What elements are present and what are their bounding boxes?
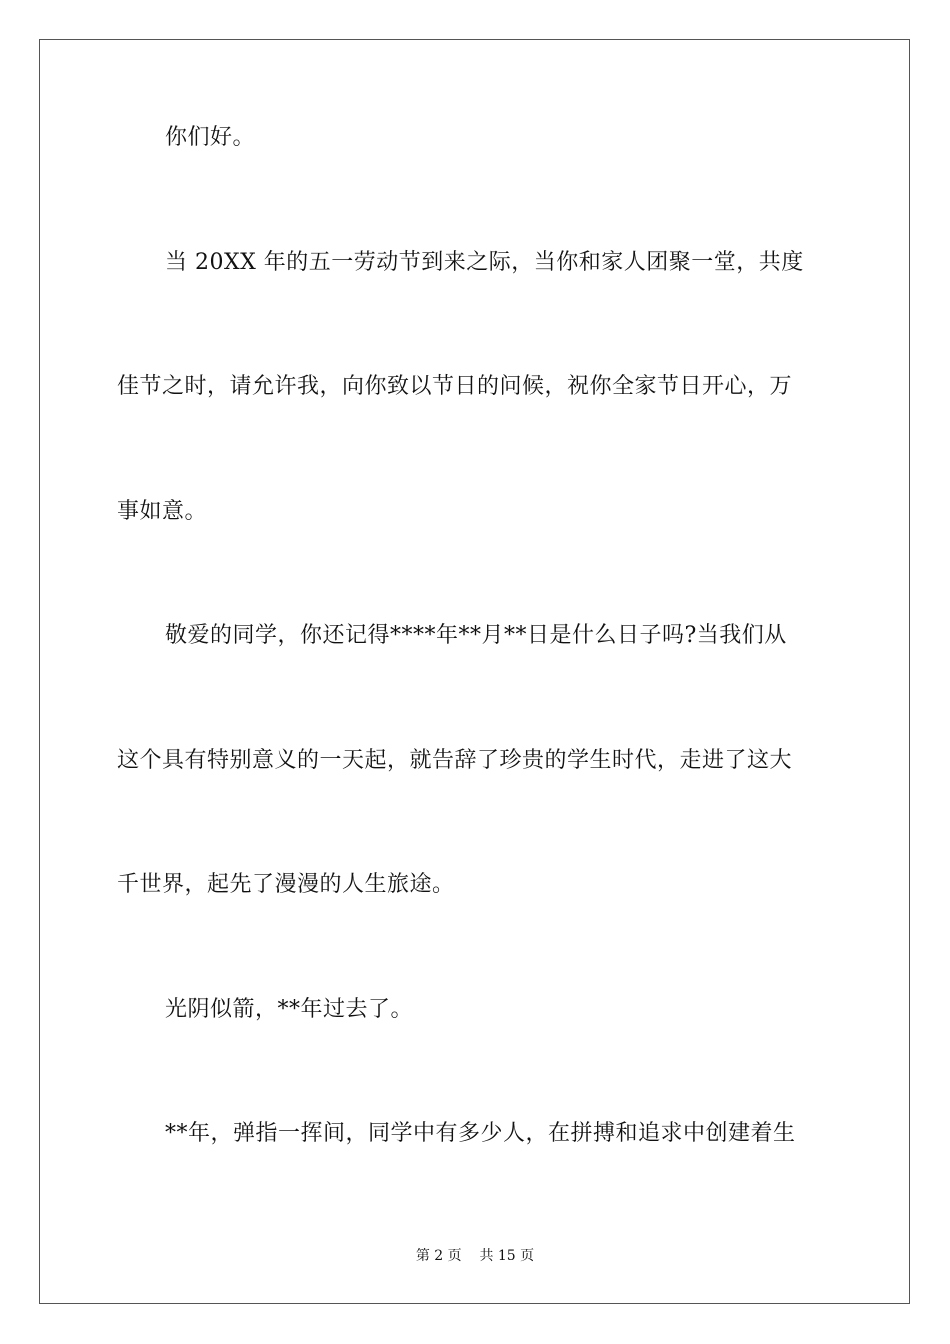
page-footer — [0, 1247, 950, 1265]
paragraph-line: 事如意。 — [117, 498, 208, 524]
paragraph-line: 这个具有特别意义的一天起，就告辞了珍贵的学生时代，走进了这大 — [117, 747, 793, 773]
paragraph-line: 千世界，起先了漫漫的人生旅途。 — [117, 872, 455, 897]
paragraph-line: 敬爱的同学，你还记得****年**月**日是什么日子吗?当我们从 — [165, 623, 787, 648]
paragraph-line: 佳节之时，请允许我，向你致以节日的问候，祝你全家节日开心，万 — [117, 374, 793, 399]
paragraph-line: 当 20XX 年的五一劳动节到来之际，当你和家人团聚一堂，共度 — [165, 249, 804, 275]
page-total: 共 15 页 — [479, 1248, 535, 1264]
page-number: 第 2 页 — [415, 1248, 462, 1264]
document-body — [117, 123, 837, 1244]
paragraph-line: 你们好。 — [165, 125, 256, 150]
paragraph-line: **年，弹指一挥间，同学中有多少人，在拼搏和追求中创建着生 — [165, 1121, 796, 1146]
paragraph-line: 光阴似箭，**年过去了。 — [165, 996, 414, 1022]
